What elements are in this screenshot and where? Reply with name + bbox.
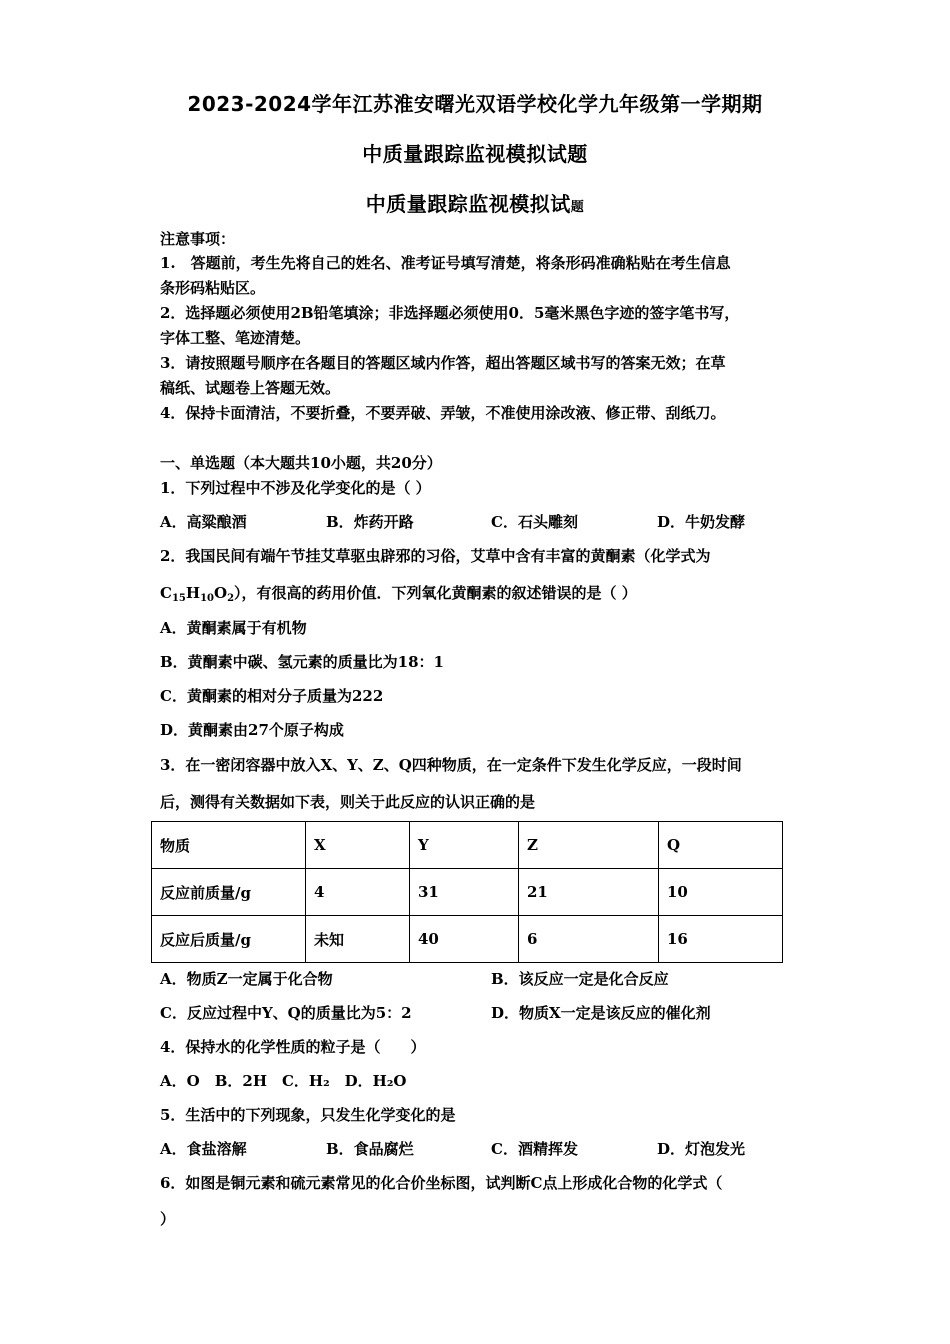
table-cell: Q	[659, 822, 783, 869]
question-3-option-b: B．该反应一定是化合反应	[491, 970, 669, 988]
section-heading: 一、单选题（本大题共10小题，共20分）	[160, 454, 442, 472]
table-cell: 10	[659, 869, 783, 916]
exam-title-line3-small: 题	[570, 200, 585, 215]
question-3-stem-line2: 后，测得有关数据如下表，则关于此反应的认识正确的是	[160, 793, 536, 811]
notice-heading: 注意事项：	[160, 230, 236, 248]
table-cell: Y	[410, 822, 519, 869]
notice-line: 条形码粘贴区。	[160, 279, 266, 297]
table-cell: 反应前质量/g	[152, 869, 306, 916]
notice-line: 4．保持卡面清洁，不要折叠，不要弄破、弄皱，不准使用涂改液、修正带、刮纸刀。	[160, 404, 726, 422]
question-1-option-d: D．牛奶发酵	[657, 513, 746, 531]
table-cell: 4	[306, 869, 410, 916]
table-cell: 21	[519, 869, 659, 916]
question-5-option-a: A．食盐溶解	[160, 1140, 247, 1158]
table-cell: 16	[659, 916, 783, 963]
formula-hydrogen: H	[185, 584, 201, 602]
question-2-stem-line1: 2．我国民间有端午节挂艾草驱虫辟邪的习俗，艾草中含有丰富的黄酮素（化学式为	[160, 547, 711, 565]
data-table	[151, 821, 783, 963]
notice-line: 字体工整、笔迹清楚。	[160, 329, 311, 347]
question-5-stem: 5．生活中的下列现象，只发生化学变化的是	[160, 1106, 456, 1124]
table-row	[152, 869, 783, 916]
question-2-option-d: D．黄酮素由27个原子构成	[160, 721, 344, 739]
table-cell: 31	[410, 869, 519, 916]
table-cell: 未知	[306, 916, 410, 963]
question-2-option-c: C．黄酮素的相对分子质量为222	[160, 687, 384, 705]
question-2-stem-rest: ），有很高的药用价值．下列氧化黄酮素的叙述错误的是（ ）	[234, 584, 637, 602]
formula-oxygen-count: 2	[227, 593, 235, 604]
table-cell: 物质	[152, 822, 306, 869]
question-5-option-b: B．食品腐烂	[326, 1140, 414, 1158]
table-header-row	[152, 822, 783, 869]
exam-title-line3-main: 中质量跟踪监视模拟试	[365, 192, 571, 216]
notice-line: 稿纸、试题卷上答题无效。	[160, 379, 341, 397]
notice-line: 3．请按照题号顺序在各题目的答题区域内作答，超出答题区域书写的答案无效；在草	[160, 354, 726, 372]
question-1-option-a: A．高粱酿酒	[160, 513, 247, 531]
formula-carbon-count: 15	[171, 593, 186, 604]
formula-oxygen: O	[213, 584, 228, 602]
exam-title-line2: 中质量跟踪监视模拟试题	[362, 142, 588, 166]
exam-title-line3	[0, 188, 950, 217]
table-cell: 6	[519, 916, 659, 963]
formula-carbon: C	[160, 584, 172, 602]
notice-line: 1. 答题前，考生先将自己的姓名、准考证号填写清楚，将条形码准确粘贴在考生信息	[160, 254, 731, 272]
table-cell: 40	[410, 916, 519, 963]
table-cell: 反应后质量/g	[152, 916, 306, 963]
formula-hydrogen-count: 10	[200, 593, 214, 604]
question-2-option-a: A．黄酮素属于有机物	[160, 619, 307, 637]
question-5-option-c: C．酒精挥发	[491, 1140, 578, 1158]
question-4-stem: 4．保持水的化学性质的粒子是（ ）	[160, 1038, 426, 1056]
question-1-option-b: B．炸药开路	[326, 513, 414, 531]
table-row	[152, 916, 783, 963]
notice-line: 2．选择题必须使用2B铅笔填涂；非选择题必须使用0．5毫米黑色字迹的签字笔书写，	[160, 304, 740, 322]
question-1-option-c: C．石头雕刻	[491, 513, 578, 531]
question-5-option-d: D．灯泡发光	[657, 1140, 746, 1158]
question-1-stem: 1．下列过程中不涉及化学变化的是（ ）	[160, 479, 431, 497]
question-3-option-d: D．物质X一定是该反应的催化剂	[491, 1004, 711, 1022]
question-3-option-c: C．反应过程中Y、Q的质量比为5：2	[160, 1004, 412, 1022]
exam-title-line1: 2023-2024学年江苏淮安曙光双语学校化学九年级第一学期期	[187, 92, 763, 116]
question-2-stem-line2	[160, 582, 800, 604]
question-4-options: A．O B．2H C．H₂ D．H₂O	[160, 1072, 407, 1090]
question-3-stem-line1: 3．在一密闭容器中放入X、Y、Z、Q四种物质，在一定条件下发生化学反应，一段时间	[160, 756, 742, 774]
table-cell: X	[306, 822, 410, 869]
question-2-option-b: B．黄酮素中碳、氢元素的质量比为18：1	[160, 653, 444, 671]
question-6-stem-line2: ）	[160, 1210, 176, 1228]
question-3-option-a: A．物质Z一定属于化合物	[160, 970, 333, 988]
table-cell: Z	[519, 822, 659, 869]
question-6-stem-line1: 6．如图是铜元素和硫元素常见的化合价坐标图，试判断C点上形成化合物的化学式（	[160, 1174, 723, 1192]
